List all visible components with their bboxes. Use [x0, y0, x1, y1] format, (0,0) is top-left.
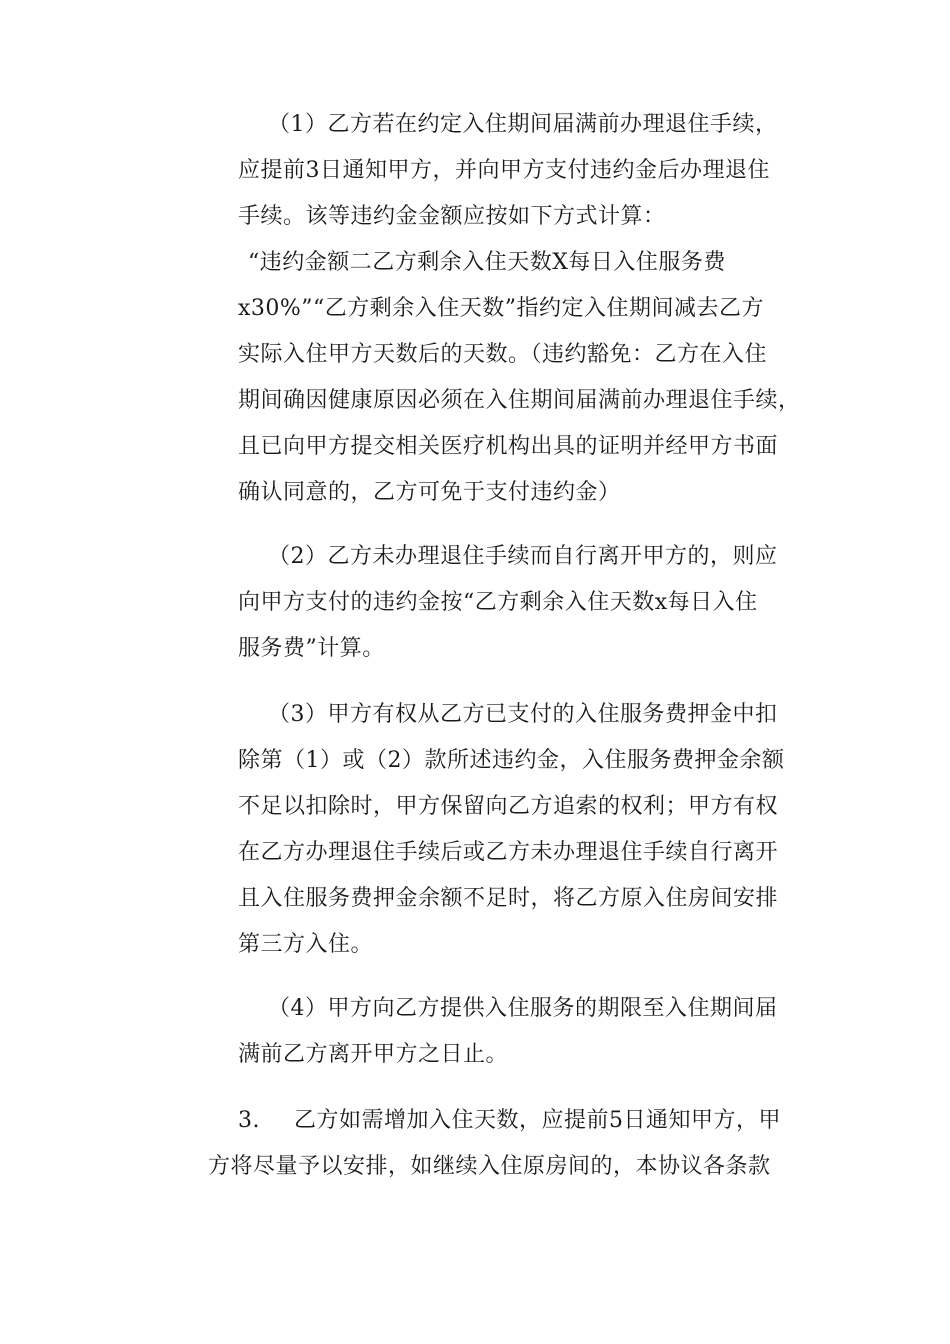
item1-line-1: （1）乙方若在约定入住期间届满前办理退住手续， [268, 112, 778, 137]
item2-line-2: 向甲方支付的违约金按“乙方剩余入住天数x每日入住 [238, 590, 758, 615]
item1-line-9: 确认同意的，乙方可免于支付违约金） [238, 480, 621, 505]
clause3-line-1: 乙方如需增加入住天数，应提前5日通知甲方，甲 [294, 1108, 781, 1133]
item3-line-2: 除第（1）或（2）款所述违约金，入住服务费押金余额 [238, 748, 785, 773]
item2-line-1: （2）乙方未办理退住手续而自行离开甲方的，则应 [268, 544, 778, 569]
item2-line-3: 服务费”计算。 [238, 636, 385, 661]
item4-line-2: 满前乙方离开甲方之日止。 [238, 1042, 509, 1067]
item1-line-5: x30%”“乙方剩余入住天数”指约定入住期间减去乙方 [238, 296, 765, 321]
clause3-line-2: 方将尽量予以安排，如继续入住原房间的，本协议各条款 [208, 1154, 771, 1179]
item1-line-4: “违约金额二乙方剩余入住天数X每日入住服务费 [248, 250, 726, 275]
clause3-number: 3. [238, 1108, 260, 1133]
item3-line-1: （3）甲方有权从乙方已支付的入住服务费押金中扣 [268, 702, 778, 727]
item3-line-3: 不足以扣除时，甲方保留向乙方追索的权利；甲方有权 [238, 794, 779, 819]
item4-line-1: （4）甲方向乙方提供入住服务的期限至入住期间届 [268, 996, 778, 1021]
item1-line-7: 期间确因健康原因必须在入住期间届满前办理退住手续， [238, 388, 801, 413]
item1-line-8: 且已向甲方提交相关医疗机构出具的证明并经甲方书面 [238, 434, 779, 459]
item1-line-2: 应提前3日通知甲方，并向甲方支付违约金后办理退住 [238, 158, 770, 183]
item1-line-3: 手续。该等违约金金额应按如下方式计算： [238, 204, 666, 229]
item3-line-4: 在乙方办理退住手续后或乙方未办理退住手续自行离开 [238, 840, 779, 865]
item3-line-5: 且入住服务费押金余额不足时，将乙方原入住房间安排 [238, 886, 779, 911]
item1-line-6: 实际入住甲方天数后的天数。（违约豁免：乙方在入住 [238, 342, 768, 367]
item3-line-6: 第三方入住。 [238, 932, 374, 957]
